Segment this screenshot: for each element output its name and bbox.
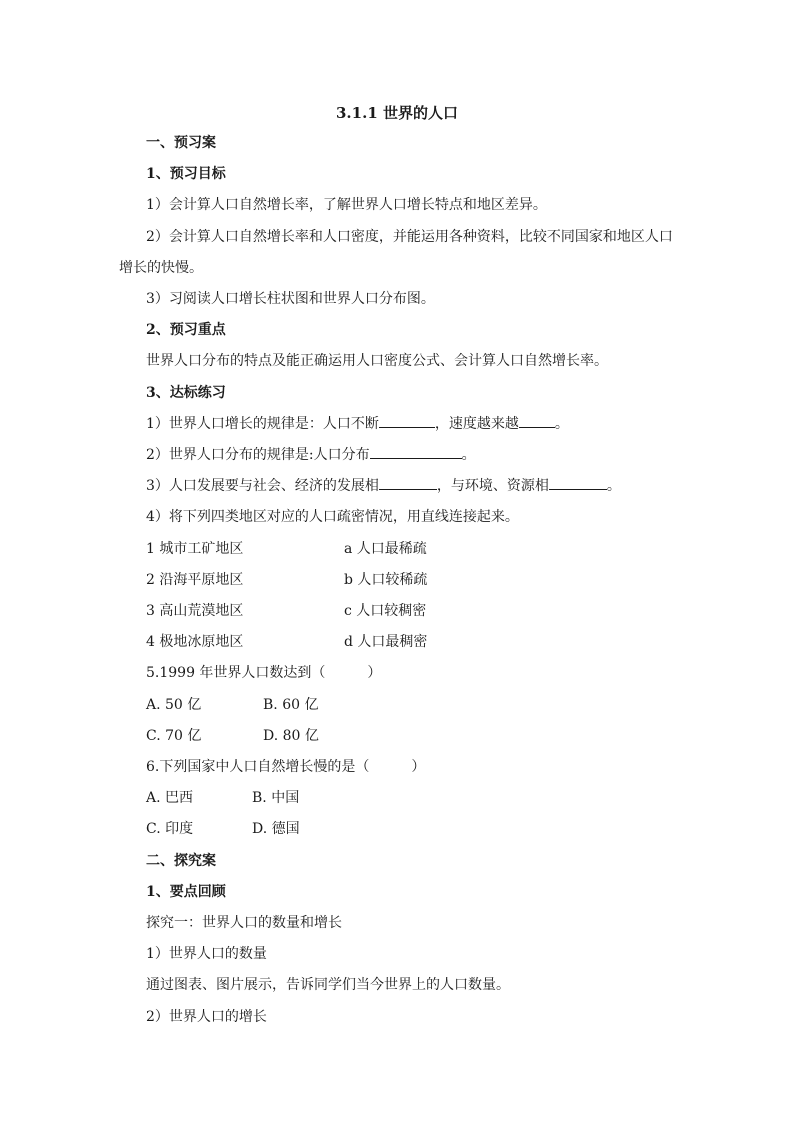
answer-blank[interactable]: [379, 477, 437, 490]
question-6-option-d: D. 德国: [252, 821, 300, 837]
question-1: [146, 415, 569, 433]
key-points-text: 世界人口分布的特点及能正确运用人口密度公式、会计算人口自然增长率。: [146, 353, 608, 369]
question-5-option-c: C. 70 亿: [146, 728, 202, 744]
subheading-practice: 3、达标练习: [146, 385, 226, 401]
matching-row: [146, 540, 243, 558]
matching-right-item: b 人口较稀疏: [344, 572, 428, 588]
answer-blank[interactable]: [519, 415, 555, 428]
page-title: 3.1.1 世界的人口: [336, 104, 458, 122]
subheading-goals: 1、预习目标: [146, 166, 226, 182]
subheading-review: 1、要点回顾: [146, 884, 226, 900]
matching-right-item: d 人口最稠密: [344, 634, 428, 650]
section-heading-explore: 二、探究案: [146, 853, 216, 869]
population-count-heading: 1）世界人口的数量: [146, 946, 267, 962]
matching-left-item: 3 高山荒漠地区: [146, 603, 244, 619]
matching-right-item: c 人口较稠密: [344, 603, 427, 619]
matching-row: [146, 571, 243, 589]
question-6-option-b: B. 中国: [252, 790, 300, 806]
population-count-text: 通过图表、图片展示，告诉同学们当今世界上的人口数量。: [146, 977, 510, 993]
goal-item-2-line-1: 2）会计算人口自然增长率和人口密度，并能运用各种资料，比较不同国家和地区人口: [146, 229, 673, 245]
question-6-option-a: A. 巴西: [146, 790, 194, 806]
goal-item-3: 3）习阅读人口增长柱状图和世界人口分布图。: [146, 291, 435, 307]
question-5-option-d: D. 80 亿: [263, 728, 319, 744]
question-3-text-b: ，与环境、资源相: [436, 478, 549, 494]
explore-1-heading: 探究一：世界人口的数量和增长: [146, 915, 342, 931]
question-5-option-a: A. 50 亿: [146, 697, 202, 713]
question-6: 6.下列国家中人口自然增长慢的是（ ）: [146, 759, 426, 775]
answer-blank[interactable]: [379, 415, 435, 428]
question-2-text-b: 。: [461, 447, 476, 463]
subheading-key-points: 2、预习重点: [146, 322, 226, 338]
question-2-text-a: 2）世界人口分布的规律是:人口分布: [146, 447, 370, 463]
question-1-text-a: 1）世界人口增长的规律是：人口不断: [146, 416, 379, 432]
matching-left-item: 1 城市工矿地区: [146, 541, 244, 557]
population-growth-heading: 2）世界人口的增长: [146, 1009, 267, 1025]
goal-item-1: 1）会计算人口自然增长率，了解世界人口增长特点和地区差异。: [146, 197, 547, 213]
matching-left-item: 2 沿海平原地区: [146, 572, 244, 588]
question-3-text-c: 。: [606, 478, 621, 494]
question-1-text-b: ，速度越来越: [434, 416, 519, 432]
question-5: 5.1999 年世界人口数达到（ ）: [146, 665, 382, 681]
question-3: [146, 477, 621, 495]
question-3-text-a: 3）人口发展要与社会、经济的发展相: [146, 478, 379, 494]
goal-item-2-line-2: 增长的快慢。: [119, 260, 203, 276]
matching-row: [146, 602, 243, 620]
question-2: [146, 446, 476, 464]
answer-blank[interactable]: [549, 477, 607, 490]
question-6-option-c: C. 印度: [146, 821, 194, 837]
matching-left-item: 4 极地冰原地区: [146, 634, 244, 650]
section-heading-preview: 一、预习案: [146, 135, 216, 151]
matching-right-item: a 人口最稀疏: [344, 541, 427, 557]
question-4: 4）将下列四类地区对应的人口疏密情况，用直线连接起来。: [146, 509, 519, 525]
matching-row: [146, 633, 243, 651]
question-5-option-b: B. 60 亿: [263, 697, 319, 713]
question-1-text-c: 。: [554, 416, 569, 432]
answer-blank[interactable]: [370, 446, 462, 459]
